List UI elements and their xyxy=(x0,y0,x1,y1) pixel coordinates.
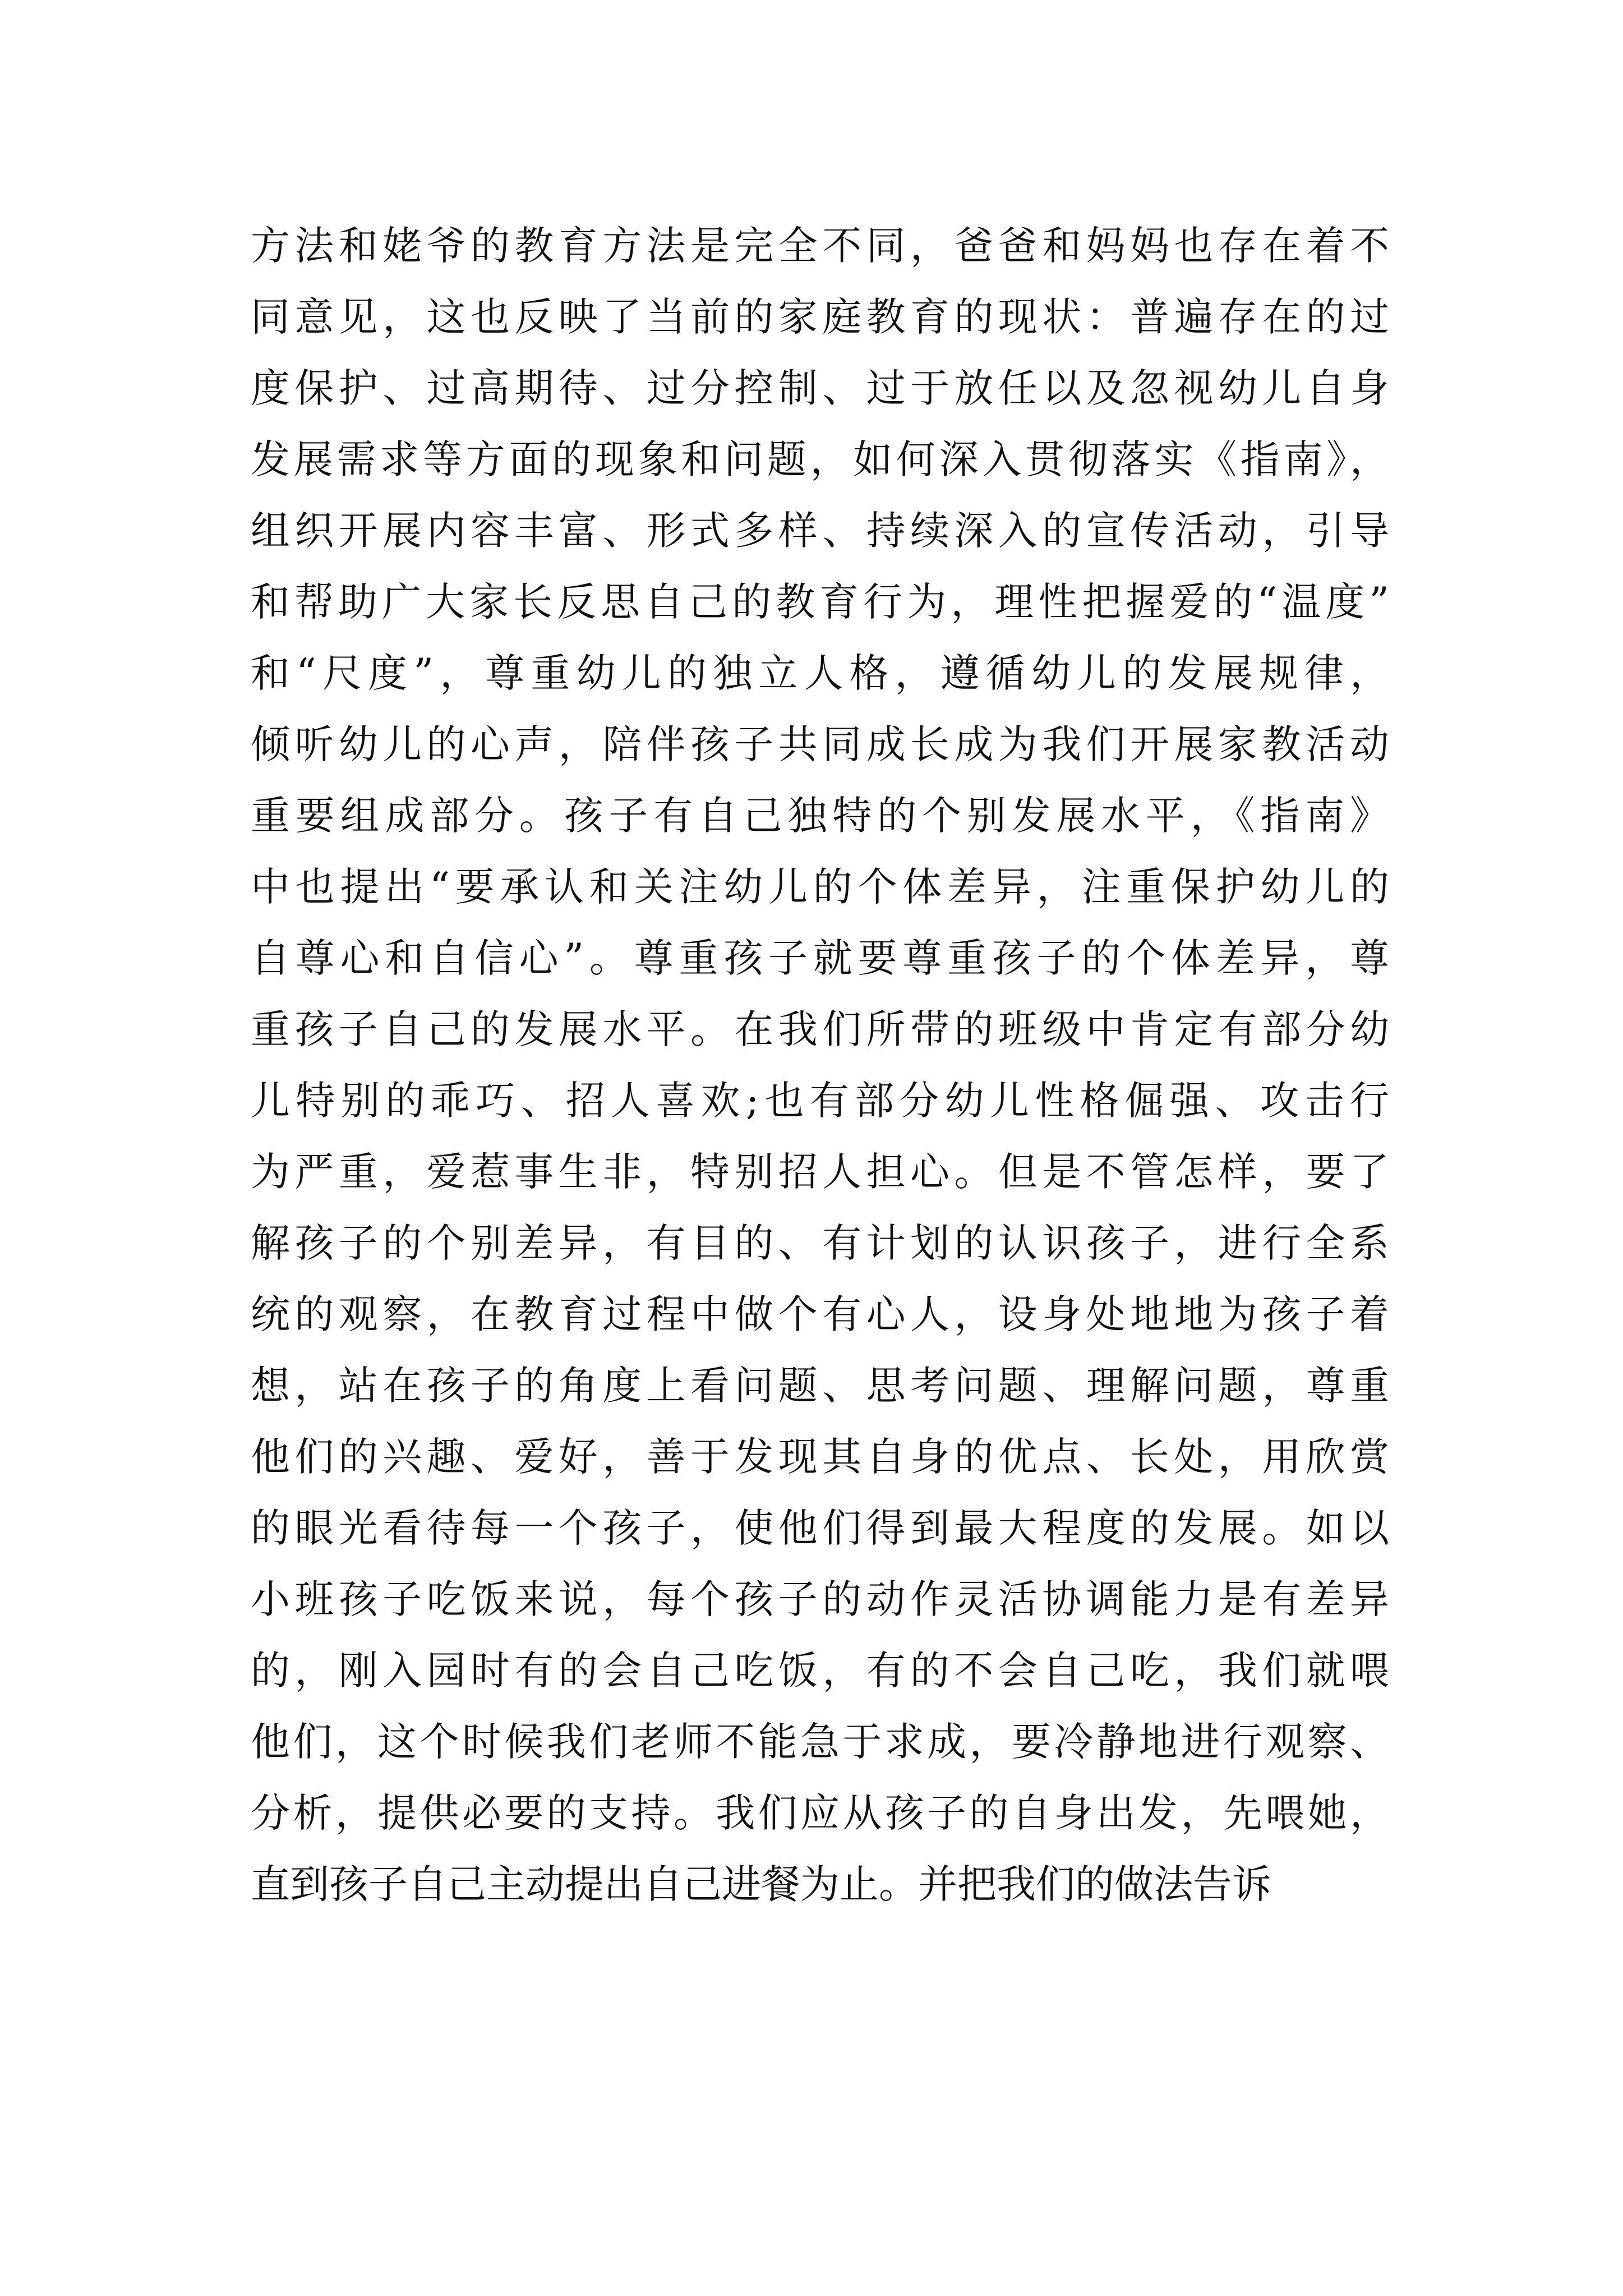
text-line: 统的观察，在教育过程中做个有心人，设身处地地为孩子着 xyxy=(251,1291,1389,1337)
body-text xyxy=(251,210,1389,1920)
text-line: 倾听幼儿的心声，陪伴孩子共同成长成为我们开展家教活动 xyxy=(251,721,1389,767)
text-line: 和“尺度”，尊重幼儿的独立人格，遵循幼儿的发展规律， xyxy=(251,650,1389,696)
text-line: 重孩子自己的发展水平。在我们所带的班级中肯定有部分幼 xyxy=(251,1006,1389,1052)
text-line: 发展需求等方面的现象和问题，如何深入贯彻落实《指南》， xyxy=(251,436,1389,482)
text-line: 重要组成部分。孩子有自己独特的个别发展水平，《指南》 xyxy=(251,793,1389,839)
text-line: 分析，提供必要的支持。我们应从孩子的自身出发，先喂她， xyxy=(251,1790,1389,1836)
text-line: 同意见，这也反映了当前的家庭教育的现状：普遍存在的过 xyxy=(251,294,1389,340)
text-line: 的眼光看待每一个孩子，使他们得到最大程度的发展。如以 xyxy=(251,1505,1389,1551)
text-line: 自尊心和自信心”。尊重孩子就要尊重孩子的个体差异，尊 xyxy=(251,935,1389,981)
text-line: 和帮助广大家长反思自己的教育行为，理性把握爱的“温度” xyxy=(251,579,1389,625)
text-line: 方法和姥爷的教育方法是完全不同，爸爸和妈妈也存在着不 xyxy=(251,223,1389,269)
text-line: 小班孩子吃饭来说，每个孩子的动作灵活协调能力是有差异 xyxy=(251,1576,1389,1622)
text-line: 儿特别的乖巧、招人喜欢;也有部分幼儿性格倔强、攻击行 xyxy=(251,1078,1389,1124)
text-line: 直到孩子自己主动提出自己进餐为止。并把我们的做法告诉 xyxy=(251,1861,1271,1907)
text-line: 解孩子的个别差异，有目的、有计划的认识孩子，进行全系 xyxy=(251,1220,1389,1266)
text-line: 他们，这个时候我们老师不能急于求成，要冷静地进行观察、 xyxy=(251,1719,1389,1765)
text-line: 度保护、过高期待、过分控制、过于放任以及忽视幼儿自身 xyxy=(251,365,1389,411)
text-line: 他们的兴趣、爱好，善于发现其自身的优点、长处，用欣赏 xyxy=(251,1434,1389,1480)
text-line: 中也提出“要承认和关注幼儿的个体差异，注重保护幼儿的 xyxy=(251,864,1389,910)
text-line: 为严重，爱惹事生非，特别招人担心。但是不管怎样，要了 xyxy=(251,1149,1389,1195)
text-line: 组织开展内容丰富、形式多样、持续深入的宣传活动，引导 xyxy=(251,508,1389,554)
text-line: 想，站在孩子的角度上看问题、思考问题、理解问题，尊重 xyxy=(251,1363,1389,1409)
text-line: 的，刚入园时有的会自己吃饭，有的不会自己吃，我们就喂 xyxy=(251,1648,1389,1694)
